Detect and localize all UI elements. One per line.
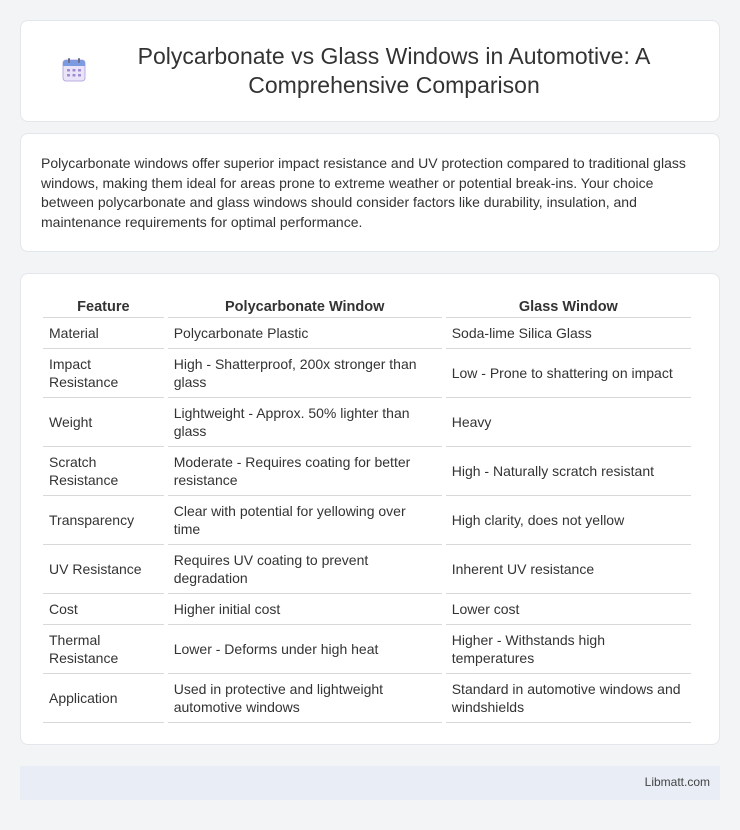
table-row (43, 674, 691, 723)
table-row (43, 594, 691, 625)
cell-feature: Cost (43, 594, 164, 625)
cell-feature: Scratch Resistance (43, 447, 164, 496)
header-polycarbonate: Polycarbonate Window (168, 296, 442, 318)
cell-glass: High - Naturally scratch resistant (446, 447, 691, 496)
table-row (43, 398, 691, 447)
cell-polycarbonate: Clear with potential for yellowing over time (168, 496, 442, 545)
cell-glass: Soda-lime Silica Glass (446, 318, 691, 349)
page-title: Polycarbonate vs Glass Windows in Automotive: A Comprehensive Comparison (137, 43, 651, 98)
cell-feature: Thermal Resistance (43, 625, 164, 674)
header-feature: Feature (43, 296, 164, 318)
cell-polycarbonate: Moderate - Requires coating for better resistance (168, 447, 442, 496)
cell-feature: Impact Resistance (43, 349, 164, 398)
cell-glass: Higher - Withstands high temperatures (446, 625, 691, 674)
intro-paragraph: Polycarbonate windows offer superior impact resistance and UV protection compared to traditional glass windows, making them ideal for areas prone to extreme weather or potential break-ins. Your choice between polycarbonate and glass windows should consider factors like durability, insulation, and maintenance requirements for optimal performance. (41, 155, 686, 230)
cell-polycarbonate: High - Shatterproof, 200x stronger than glass (168, 349, 442, 398)
header-glass: Glass Window (446, 296, 691, 318)
table-row (43, 318, 691, 349)
cell-feature: Application (43, 674, 164, 723)
cell-feature: Transparency (43, 496, 164, 545)
cell-polycarbonate: Requires UV coating to prevent degradation (168, 545, 442, 594)
cell-feature: Weight (43, 398, 164, 447)
table-row (43, 349, 691, 398)
footer-bar (20, 766, 720, 800)
cell-polycarbonate: Higher initial cost (168, 594, 442, 625)
comparison-table (39, 296, 695, 723)
table-row (43, 496, 691, 545)
cell-glass: Low - Prone to shattering on impact (446, 349, 691, 398)
cell-glass: Lower cost (446, 594, 691, 625)
footer-brand: Libmatt.com (644, 775, 710, 789)
cell-glass: Inherent UV resistance (446, 545, 691, 594)
cell-feature: Material (43, 318, 164, 349)
calendar-icon (61, 57, 87, 83)
header-card (20, 20, 720, 122)
intro-card (20, 133, 720, 252)
cell-polycarbonate: Lightweight - Approx. 50% lighter than glass (168, 398, 442, 447)
table-row (43, 625, 691, 674)
table-row (43, 447, 691, 496)
cell-glass: Standard in automotive windows and windshields (446, 674, 691, 723)
comparison-card (20, 273, 720, 745)
cell-glass: High clarity, does not yellow (446, 496, 691, 545)
cell-feature: UV Resistance (43, 545, 164, 594)
cell-polycarbonate: Lower - Deforms under high heat (168, 625, 442, 674)
cell-polycarbonate: Used in protective and lightweight automotive windows (168, 674, 442, 723)
cell-polycarbonate: Polycarbonate Plastic (168, 318, 442, 349)
table-row (43, 545, 691, 594)
cell-glass: Heavy (446, 398, 691, 447)
table-header-row (43, 296, 691, 318)
